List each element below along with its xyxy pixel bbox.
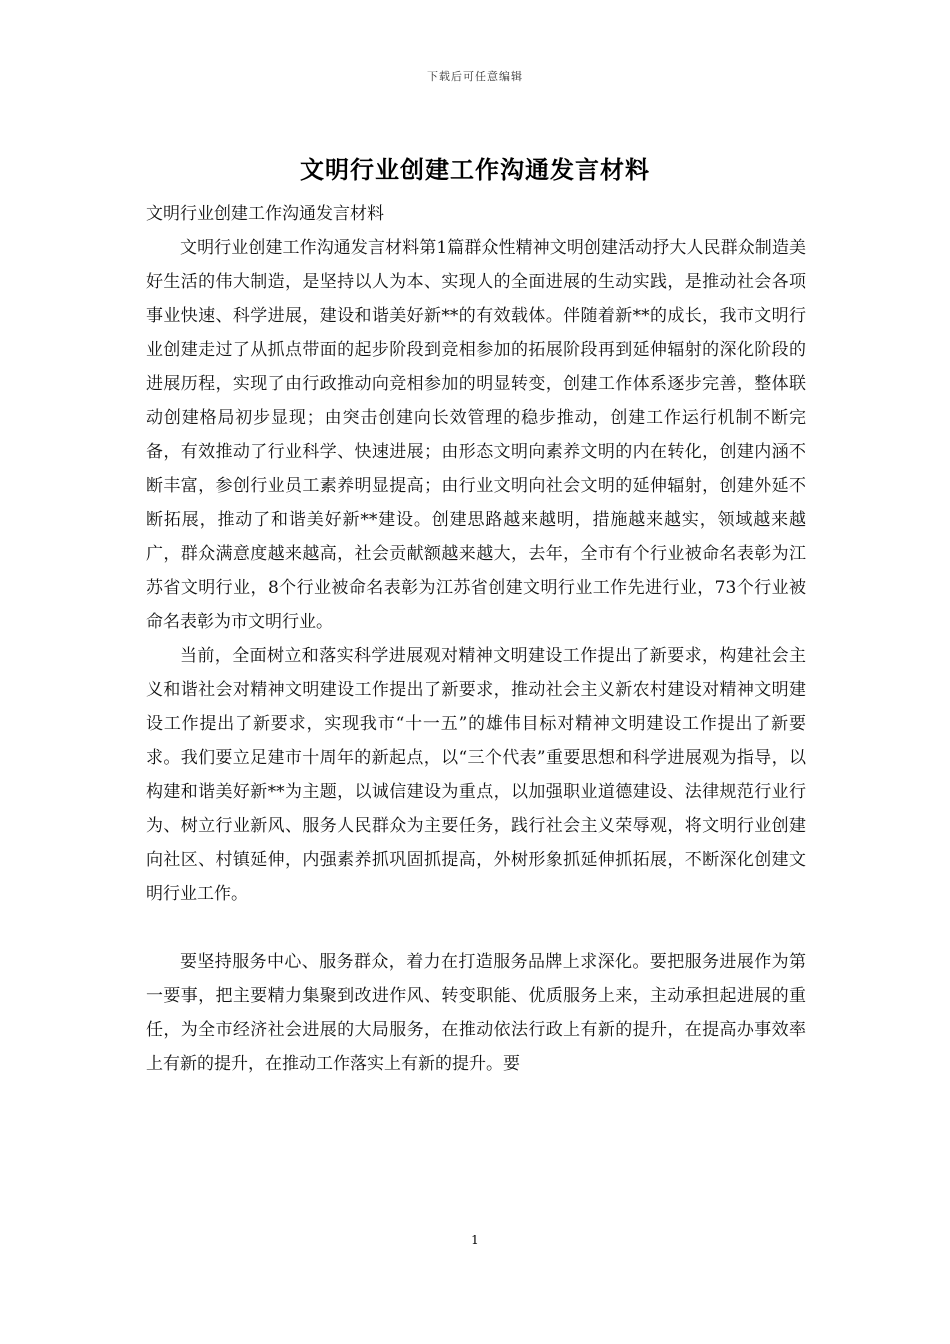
header-note: 下载后可任意编辑: [427, 70, 523, 83]
document-title: 文明行业创建工作沟通发言材料: [300, 156, 650, 184]
page-number: 1: [471, 1233, 479, 1247]
subtitle-line: 文明行业创建工作沟通发言材料: [146, 204, 384, 224]
paragraph-3: 要坚持服务中心、服务群众，着力在打造服务品牌上求深化。要把服务进展作为第一要事，把主要精力集聚到改进作风、转变职能、优质服务上来，主动承担起进展的重任，为全市经济社会进展的大局服务，在推动依法行政上有新的提升，在提高办事效率上有新的提升，在推动工作落实上有新的提升。要: [146, 952, 806, 1074]
paragraph-1: 文明行业创建工作沟通发言材料第1篇群众性精神文明创建活动抒大人民群众制造美好生活的伟大制造，是坚持以人为本、实现人的全面进展的生动实践，是推动社会各项事业快速、科学进展，建设和谐美好新**的有效载体。伴随着新**的成长，我市文明行业创建走过了从抓点带面的起步阶段到竞相参加的拓展阶段再到延伸辐射的深化阶段的进展历程，实现了由行政推动向竞相参加的明显转变，创建工作体系逐步完善，整体联动创建格局初步显现；由突击创建向长效管理的稳步推动，创建工作运行机制不断完备，有效推动了行业科学、快速进展；由形态文明向素养文明的内在转化，创建内涵不断丰富，参创行业员工素养明显提高；由行业文明向社会文明的延伸辐射，创建外延不断拓展，推动了和谐美好新**建设。创建思路越来越明，措施越来越实，领域越来越广，群众满意度越来越高，社会贡献额越来越大，去年，全市有个行业被命名表彰为江苏省文明行业，8个行业被命名表彰为江苏省创建文明行业工作先进行业，73个行业被命名表彰为市文明行业。: [146, 238, 806, 632]
document-body: [146, 197, 806, 1081]
paragraph-2: 当前，全面树立和落实科学进展观对精神文明建设工作提出了新要求，构建社会主义和谐社会对精神文明建设工作提出了新要求，推动社会主义新农村建设对精神文明建设工作提出了新要求，实现我市“十一五”的雄伟目标对精神文明建设工作提出了新要求。我们要立足建市十周年的新起点，以“三个代表”重要思想和科学进展观为指导，以构建和谐美好新**为主题，以诚信建设为重点，以加强职业道德建设、法律规范行业行为、树立行业新风、服务人民群众为主要任务，践行社会主义荣辱观，将文明行业创建向社区、村镇延伸，内强素养抓巩固抓提高，外树形象抓延伸抓拓展，不断深化创建文明行业工作。: [146, 646, 806, 904]
